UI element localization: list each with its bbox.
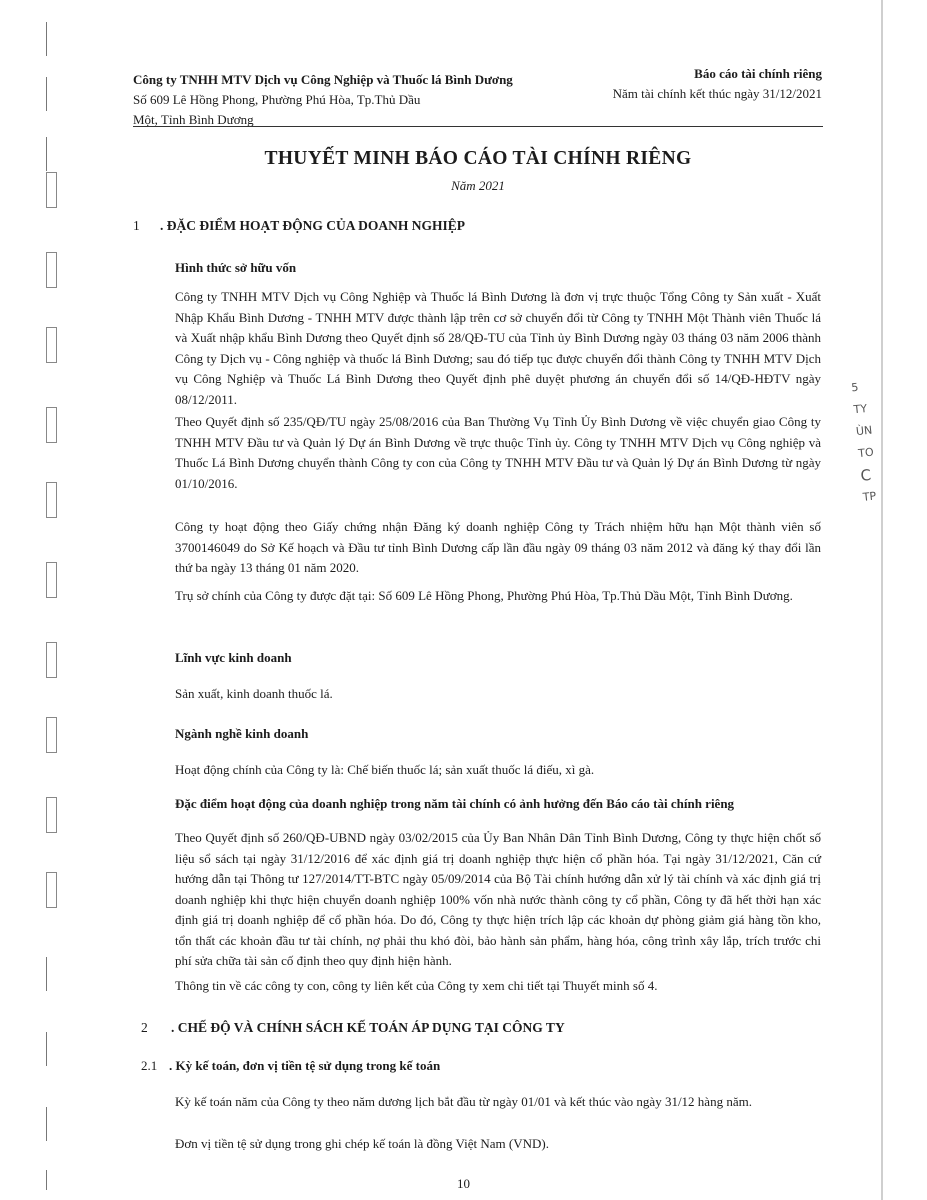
fiscal-year-text: Năm tài chính kết thúc ngày 31/12/2021 bbox=[612, 86, 822, 101]
industry-heading: Ngành nghề kinh doanh bbox=[175, 726, 309, 741]
company-name: Công ty TNHH MTV Dịch vụ Công Nghiệp và Thuốc lá Bình Dương bbox=[133, 72, 513, 87]
business-field-heading: Lĩnh vực kinh doanh bbox=[175, 650, 292, 665]
company-header bbox=[133, 70, 573, 130]
page-edge-line bbox=[881, 0, 883, 1200]
company-address-line1: Số 609 Lê Hồng Phong, Phường Phú Hòa, Tp.Thủ Dầu bbox=[133, 92, 421, 107]
operating-features-heading: Đặc điểm hoạt động của doanh nghiệp trong năm tài chính có ảnh hưởng đến Báo cáo tài chính riêng bbox=[175, 796, 735, 811]
paragraph-ownership-1: Công ty TNHH MTV Dịch vụ Công Nghiệp và Thuốc lá Bình Dương là đơn vị trực thuộc Tổng Công ty Sản xuất - Xuất Nhập Khẩu Bình Dương - TNHH MTV được thành lập trên cơ sở chuyển đổi từ Công ty TNHH Một Thành viên Thuốc lá và Xuất nhập khẩu Bình Dương theo Quyết định số 28/QĐ-TU của Tỉnh ủy Bình Dương ngày 03 tháng 03 năm 2006 thành Công ty Dịch vụ - Công nghiệp và thuốc lá Bình Dương; sau đó tiếp tục được chuyển đổi thành Công ty TNHH MTV Dịch vụ Công Nghiệp và Thuốc Lá Bình Dương theo Quyết định phê duyệt phương án chuyển đổi số 14/QĐ-HĐTV ngày 08/12/2011. bbox=[175, 289, 821, 407]
document-subtitle: Năm 2021 bbox=[451, 178, 505, 193]
page-number: 10 bbox=[457, 1176, 470, 1191]
paragraph-subsidiaries-note: Thông tin về các công ty con, công ty liên kết của Công ty xem chi tiết tại Thuyết minh số 4. bbox=[175, 978, 658, 993]
binder-holes bbox=[46, 22, 66, 1192]
section-2-1-label: . Kỳ kế toán, đơn vị tiền tệ sử dụng trong kế toán bbox=[169, 1058, 441, 1073]
section-2-number: 2 bbox=[141, 1020, 148, 1035]
section-2-1-number: 2.1 bbox=[141, 1058, 158, 1073]
industry-text: Hoạt động chính của Công ty là: Chế biến thuốc lá; sản xuất thuốc lá điếu, xì gà. bbox=[175, 762, 595, 777]
report-type: Báo cáo tài chính riêng bbox=[694, 66, 822, 81]
paragraph-accounting-period: Kỳ kế toán năm của Công ty theo năm dương lịch bắt đầu từ ngày 01/01 và kết thúc vào ngày 31/12 hàng năm. bbox=[175, 1094, 752, 1109]
paragraph-registration: Công ty hoạt động theo Giấy chứng nhận Đăng ký doanh nghiệp Công ty Trách nhiệm hữu hạn Một thành viên số 3700146049 do Sở Kế hoạch và Đầu tư tỉnh Bình Dương cấp lần đầu ngày 09 tháng 03 năm 2012 và đăng ký thay đổi lần thứ ba ngày 13 tháng 01 năm 2020. bbox=[175, 519, 821, 575]
company-address-line2: Một, Tỉnh Bình Dương bbox=[133, 112, 254, 127]
paragraph-ownership-2: Theo Quyết định số 235/QĐ/TU ngày 25/08/2016 của Ban Thường Vụ Tỉnh Ủy Bình Dương về việc chuyển giao Công ty TNHH MTV Đầu tư và Quản lý Dự án Bình Dương về trực thuộc Tỉnh ủy. Công ty TNHH MTV Dịch vụ Công nghiệp và Thuốc Lá Bình Dương chuyển thành Công ty con của Công ty TNHH MTV Đầu tư và Quản lý Dự án Bình Dương từ ngày 01/10/2016. bbox=[175, 414, 821, 491]
business-field-text: Sản xuất, kinh doanh thuốc lá. bbox=[175, 686, 333, 701]
partial-seal-stamp: 5 TY ÙN TO C TP bbox=[850, 380, 877, 504]
header-divider bbox=[133, 126, 823, 127]
report-header bbox=[560, 64, 822, 104]
document-title: THUYẾT MINH BÁO CÁO TÀI CHÍNH RIÊNG bbox=[264, 148, 692, 169]
paragraph-operating-features: Theo Quyết định số 260/QĐ-UBND ngày 03/02/2015 của Ủy Ban Nhân Dân Tỉnh Bình Dương, Công ty thực hiện chốt số liệu sổ sách tại ngày 31/12/2016 để xác định giá trị doanh nghiệp thực hiện cổ phần hóa. Tại ngày 31/12/2021, Căn cứ hướng dẫn tại Thông tư 127/2014/TT-BTC ngày 05/09/2014 của Bộ Tài chính hướng dẫn xử lý tài chính và xác định giá trị doanh nghiệp khi thực hiện chuyển doanh nghiệp 100% vốn nhà nước thành công ty cổ phần, Công ty đã hết thời hạn xác định giá trị doanh nghiệp để cổ phần hóa. Do đó, Công ty thực hiện trích lập các khoản dự phòng giảm giá hàng tồn kho, tổn thất các khoản đầu tư tài chính, nợ phải thu khó đòi, bảo hành sản phẩm, hàng hóa, công trình xây lắp, trích trước chi phí sửa chữa tài sản cố định theo quy định hiện hành. bbox=[175, 830, 821, 968]
section-2-label: . CHẾ ĐỘ VÀ CHÍNH SÁCH KẾ TOÁN ÁP DỤNG TẠI CÔNG TY bbox=[171, 1020, 565, 1035]
section-1-label: . ĐẶC ĐIỂM HOẠT ĐỘNG CỦA DOANH NGHIỆP bbox=[160, 218, 466, 233]
ownership-heading: Hình thức sở hữu vốn bbox=[175, 260, 297, 275]
section-1-number: 1 bbox=[133, 218, 140, 233]
paragraph-headquarters: Trụ sở chính của Công ty được đặt tại: Số 609 Lê Hồng Phong, Phường Phú Hòa, Tp.Thủ Dầu Một, Tỉnh Bình Dương. bbox=[175, 588, 793, 603]
paragraph-currency-unit: Đơn vị tiền tệ sử dụng trong ghi chép kế toán là đồng Việt Nam (VND). bbox=[175, 1136, 549, 1151]
